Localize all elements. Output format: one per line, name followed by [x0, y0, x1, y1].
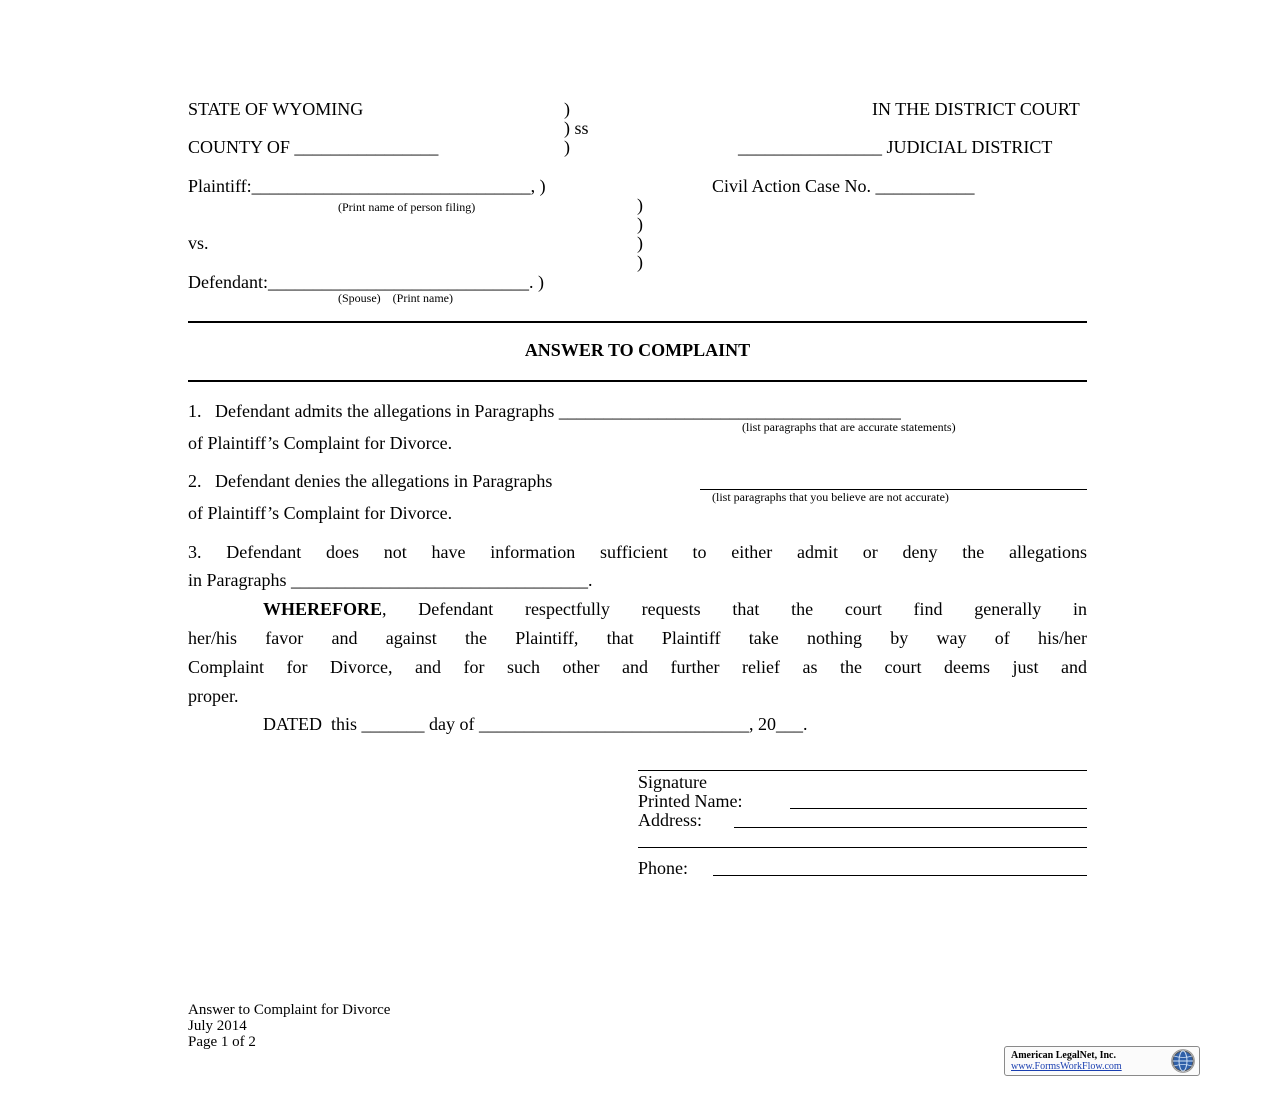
legalnet-badge[interactable]: [1004, 1046, 1200, 1076]
document-title: ANSWER TO COMPLAINT: [524, 340, 751, 360]
printed-name-label: Printed Name:: [638, 791, 743, 811]
caption-paren: ): [564, 137, 570, 157]
globe-icon: [1171, 1049, 1195, 1073]
divider-top: [188, 321, 1087, 323]
ss-marker: ) ss: [564, 118, 589, 138]
footer-form-name: Answer to Complaint for Divorce: [188, 1002, 391, 1018]
caption-paren: ): [564, 99, 570, 119]
address-blank[interactable]: [734, 827, 1087, 828]
wherefore-keyword: WHEREFORE: [263, 599, 383, 619]
signature-line[interactable]: [638, 770, 1087, 771]
phone-label: Phone:: [638, 858, 689, 878]
footer-page-number: Page 1 of 2: [188, 1034, 256, 1050]
address-blank-2[interactable]: [638, 847, 1087, 848]
county-field[interactable]: COUNTY OF ________________: [188, 137, 439, 157]
wherefore-line-2: her/his favor and against the Plaintiff, that Plaintiff take nothing by way of his/her: [188, 628, 1087, 648]
wherefore-line-4: proper.: [188, 686, 239, 706]
caption-paren: ): [637, 252, 643, 272]
versus-label: vs.: [188, 233, 209, 253]
badge-url-link[interactable]: www.FormsWorkFlow.com: [1011, 1061, 1122, 1072]
court-name: IN THE DISTRICT COURT: [872, 99, 1080, 119]
judicial-district-field[interactable]: ________________ JUDICIAL DISTRICT: [738, 137, 1053, 157]
caption-paren: ): [637, 214, 643, 234]
paragraph-1-field[interactable]: 1. Defendant admits the allegations in Paragraphs ______________________________________: [188, 401, 901, 421]
wherefore-line-1: [263, 599, 1087, 619]
paragraph-1-continuation: of Plaintiff’s Complaint for Divorce.: [188, 433, 453, 453]
wherefore-line-3: Complaint for Divorce, and for such other and further relief as the court deems just and: [188, 657, 1087, 677]
printed-name-blank[interactable]: [790, 808, 1087, 809]
phone-blank[interactable]: [713, 875, 1087, 876]
state-label: STATE OF WYOMING: [188, 99, 364, 119]
plaintiff-field[interactable]: Plaintiff:_______________________________, ): [188, 176, 546, 196]
footer-date: July 2014: [188, 1018, 247, 1034]
paragraph-2-continuation: of Plaintiff’s Complaint for Divorce.: [188, 503, 453, 523]
defendant-field[interactable]: Defendant:_____________________________. ): [188, 272, 544, 292]
signature-label: Signature: [638, 772, 707, 792]
divider-bottom: [188, 380, 1087, 382]
address-label: Address:: [638, 810, 702, 830]
paragraph-3-text: 3. Defendant does not have information sufficient to either admit or deny the allegations: [188, 542, 1087, 562]
paragraph-3-field[interactable]: in Paragraphs _________________________________.: [188, 570, 593, 590]
paragraph-1-hint: (list paragraphs that are accurate statements): [742, 420, 956, 434]
dated-field[interactable]: DATED this _______ day of ______________________________, 20___.: [263, 714, 808, 734]
caption-paren: ): [637, 195, 643, 215]
defendant-hint: (Spouse) (Print name): [338, 291, 453, 305]
paragraph-2-text: 2. Defendant denies the allegations in Paragraphs: [188, 471, 553, 491]
badge-company: American LegalNet, Inc.: [1011, 1050, 1116, 1061]
case-number-field[interactable]: Civil Action Case No. ___________: [712, 176, 975, 196]
paragraph-2-hint: (list paragraphs that you believe are not accurate): [712, 490, 949, 504]
wherefore-text: , Defendant respectfully requests that the court find generally in: [382, 599, 1087, 619]
caption-paren: ): [637, 233, 643, 253]
plaintiff-hint: (Print name of person filing): [338, 200, 476, 214]
